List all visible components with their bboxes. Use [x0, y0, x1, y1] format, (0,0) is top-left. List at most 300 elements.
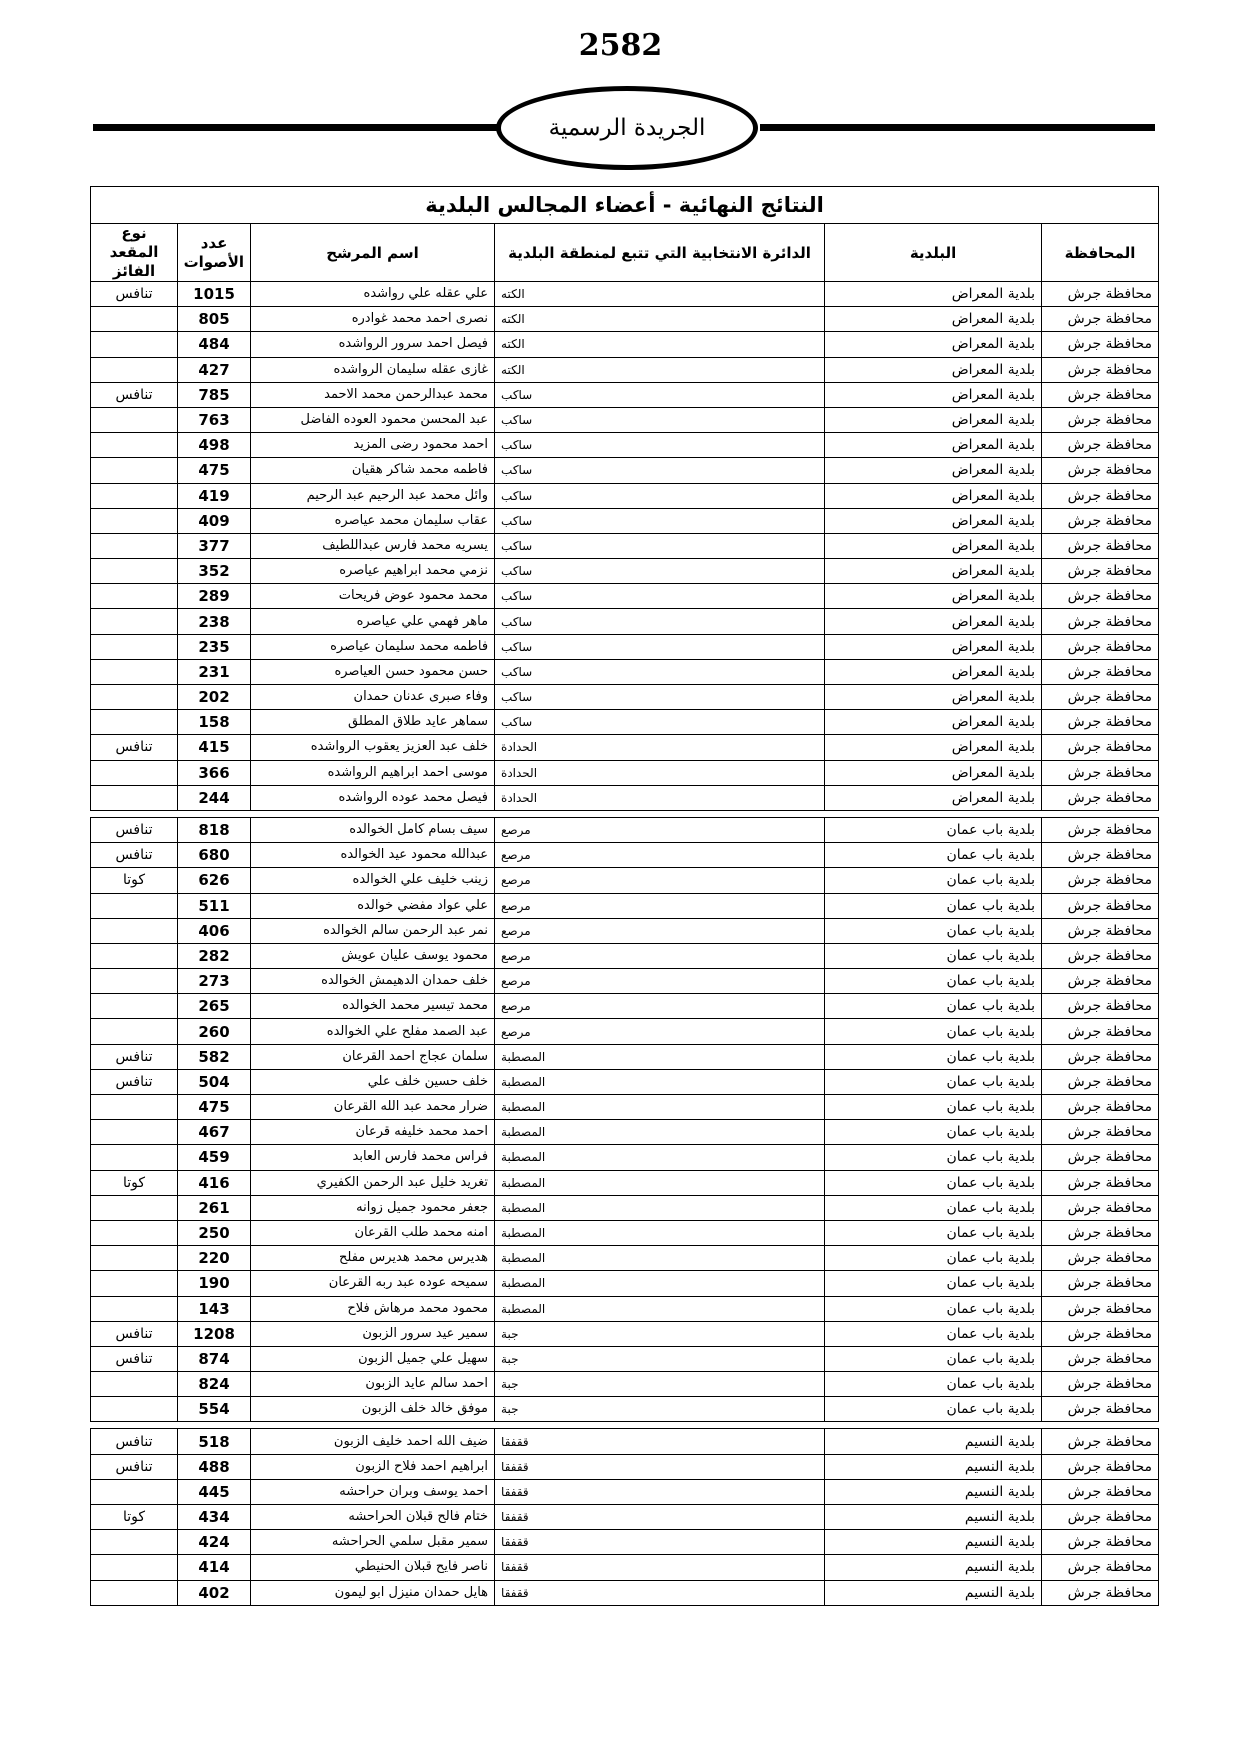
- table-row: [91, 307, 1159, 332]
- candidate-name-cell: هايل حمدان منيزل ابو ليمون: [251, 1580, 495, 1605]
- district-cell: ساكب: [495, 710, 825, 735]
- municipality-cell: بلدية المعراض: [825, 282, 1042, 307]
- votes-cell: 406: [178, 918, 251, 943]
- votes-cell: 484: [178, 332, 251, 357]
- votes-cell: 289: [178, 584, 251, 609]
- votes-cell: 467: [178, 1120, 251, 1145]
- governorate-cell: محافظة جرش: [1042, 1296, 1159, 1321]
- header-votes: عدد الأصوات: [178, 224, 251, 282]
- candidate-name-cell: سيف بسام كامل الخوالده: [251, 817, 495, 842]
- votes-cell: 459: [178, 1145, 251, 1170]
- district-cell: ساكب: [495, 382, 825, 407]
- candidate-name-cell: حسن محمود حسن العياصره: [251, 659, 495, 684]
- governorate-cell: محافظة جرش: [1042, 533, 1159, 558]
- district-cell: ساكب: [495, 559, 825, 584]
- votes-cell: 785: [178, 382, 251, 407]
- candidate-name-cell: خلف عبد العزيز يعقوب الرواشده: [251, 735, 495, 760]
- district-cell: المصطبة: [495, 1145, 825, 1170]
- municipality-cell: بلدية باب عمان: [825, 1321, 1042, 1346]
- table-row: [91, 817, 1159, 842]
- candidate-name-cell: نمر عبد الرحمن سالم الخوالده: [251, 918, 495, 943]
- seat-type-cell: [91, 1120, 178, 1145]
- seat-type-cell: [91, 1019, 178, 1044]
- district-cell: مرصع: [495, 943, 825, 968]
- municipality-cell: بلدية باب عمان: [825, 817, 1042, 842]
- municipality-cell: بلدية المعراض: [825, 382, 1042, 407]
- seat-type-cell: تنافس: [91, 1346, 178, 1371]
- table-row: [91, 1271, 1159, 1296]
- municipality-cell: بلدية المعراض: [825, 332, 1042, 357]
- district-cell: مرصع: [495, 918, 825, 943]
- municipality-cell: بلدية النسيم: [825, 1429, 1042, 1454]
- seat-type-cell: تنافس: [91, 1454, 178, 1479]
- votes-cell: 582: [178, 1044, 251, 1069]
- candidate-name-cell: سمير عيد سرور الزبون: [251, 1321, 495, 1346]
- governorate-cell: محافظة جرش: [1042, 1019, 1159, 1044]
- municipality-cell: بلدية المعراض: [825, 559, 1042, 584]
- governorate-cell: محافظة جرش: [1042, 710, 1159, 735]
- governorate-cell: محافظة جرش: [1042, 1145, 1159, 1170]
- candidate-name-cell: خلف حسين خلف علي: [251, 1069, 495, 1094]
- municipality-cell: بلدية باب عمان: [825, 1271, 1042, 1296]
- table-row: [91, 1170, 1159, 1195]
- candidate-name-cell: فيصل احمد سرور الرواشده: [251, 332, 495, 357]
- governorate-cell: محافظة جرش: [1042, 483, 1159, 508]
- seat-type-cell: [91, 559, 178, 584]
- district-cell: الحدادة: [495, 735, 825, 760]
- governorate-cell: محافظة جرش: [1042, 817, 1159, 842]
- district-cell: الحدادة: [495, 785, 825, 810]
- governorate-cell: محافظة جرش: [1042, 508, 1159, 533]
- candidate-name-cell: عبد الصمد مفلح علي الخوالده: [251, 1019, 495, 1044]
- table-row: [91, 1069, 1159, 1094]
- district-cell: جبة: [495, 1321, 825, 1346]
- district-cell: مرصع: [495, 893, 825, 918]
- candidate-name-cell: احمد يوسف وبران حراحشه: [251, 1479, 495, 1504]
- table-row: [91, 282, 1159, 307]
- table-row: [91, 710, 1159, 735]
- table-row: [91, 382, 1159, 407]
- governorate-cell: محافظة جرش: [1042, 1170, 1159, 1195]
- seat-type-cell: [91, 1296, 178, 1321]
- municipality-cell: بلدية باب عمان: [825, 1220, 1042, 1245]
- municipality-cell: بلدية باب عمان: [825, 969, 1042, 994]
- governorate-cell: محافظة جرش: [1042, 1454, 1159, 1479]
- votes-cell: 488: [178, 1454, 251, 1479]
- table-row: [91, 1397, 1159, 1422]
- candidate-name-cell: سلمان عجاج احمد القرعان: [251, 1044, 495, 1069]
- municipality-cell: بلدية النسيم: [825, 1530, 1042, 1555]
- governorate-cell: محافظة جرش: [1042, 1429, 1159, 1454]
- district-cell: الكته: [495, 307, 825, 332]
- governorate-cell: محافظة جرش: [1042, 332, 1159, 357]
- candidate-name-cell: عبدالله محمود عيد الخوالده: [251, 843, 495, 868]
- table-row: [91, 1120, 1159, 1145]
- candidate-name-cell: احمد محمد خليفه قرعان: [251, 1120, 495, 1145]
- table-row: [91, 1296, 1159, 1321]
- candidate-name-cell: موفق خالد خلف الزبون: [251, 1397, 495, 1422]
- table-row: [91, 1346, 1159, 1371]
- seat-type-cell: [91, 1220, 178, 1245]
- district-cell: ققفقا: [495, 1479, 825, 1504]
- district-cell: جبة: [495, 1346, 825, 1371]
- candidate-name-cell: علي عواد مفضي خوالده: [251, 893, 495, 918]
- district-cell: مرصع: [495, 843, 825, 868]
- municipality-cell: بلدية باب عمان: [825, 918, 1042, 943]
- candidate-name-cell: فراس محمد فارس العابد: [251, 1145, 495, 1170]
- seat-type-cell: [91, 893, 178, 918]
- district-cell: ساكب: [495, 584, 825, 609]
- seat-type-cell: [91, 710, 178, 735]
- municipality-cell: بلدية باب عمان: [825, 843, 1042, 868]
- table-row: [91, 332, 1159, 357]
- municipality-cell: بلدية المعراض: [825, 357, 1042, 382]
- district-cell: الكته: [495, 357, 825, 382]
- candidate-name-cell: هديرس محمد هديرس مفلح: [251, 1246, 495, 1271]
- district-cell: ققفقا: [495, 1555, 825, 1580]
- votes-cell: 554: [178, 1397, 251, 1422]
- candidate-name-cell: احمد سالم عايد الزبون: [251, 1372, 495, 1397]
- table-row: [91, 943, 1159, 968]
- header-rule-right: [760, 124, 1155, 131]
- table-row: [91, 1429, 1159, 1454]
- table-row: [91, 1580, 1159, 1605]
- table-row: [91, 843, 1159, 868]
- district-cell: ققفقا: [495, 1429, 825, 1454]
- governorate-cell: محافظة جرش: [1042, 918, 1159, 943]
- municipality-cell: بلدية المعراض: [825, 659, 1042, 684]
- table-row: [91, 785, 1159, 810]
- district-cell: مرصع: [495, 969, 825, 994]
- votes-cell: 498: [178, 433, 251, 458]
- seat-type-cell: [91, 508, 178, 533]
- table-row: [91, 1479, 1159, 1504]
- votes-cell: 158: [178, 710, 251, 735]
- table-row: [91, 1195, 1159, 1220]
- candidate-name-cell: تغريد خليل عبد الرحمن الكفيري: [251, 1170, 495, 1195]
- votes-cell: 475: [178, 1095, 251, 1120]
- municipality-cell: بلدية باب عمان: [825, 1346, 1042, 1371]
- candidate-name-cell: زينب خليف علي الخوالده: [251, 868, 495, 893]
- votes-cell: 190: [178, 1271, 251, 1296]
- seat-type-cell: [91, 634, 178, 659]
- district-cell: المصطبة: [495, 1296, 825, 1321]
- district-cell: ققفقا: [495, 1580, 825, 1605]
- municipality-cell: بلدية النسيم: [825, 1479, 1042, 1504]
- seat-type-cell: تنافس: [91, 843, 178, 868]
- governorate-cell: محافظة جرش: [1042, 1044, 1159, 1069]
- votes-cell: 409: [178, 508, 251, 533]
- municipality-cell: بلدية المعراض: [825, 533, 1042, 558]
- district-cell: المصطبة: [495, 1120, 825, 1145]
- seat-type-cell: [91, 1372, 178, 1397]
- municipality-cell: بلدية المعراض: [825, 685, 1042, 710]
- seat-type-cell: [91, 1479, 178, 1504]
- gazette-title-oval: [496, 86, 758, 170]
- municipality-cell: بلدية باب عمان: [825, 1044, 1042, 1069]
- municipality-cell: بلدية المعراض: [825, 458, 1042, 483]
- seat-type-cell: [91, 458, 178, 483]
- table-row: [91, 685, 1159, 710]
- header-rule-left: [93, 124, 498, 131]
- table-row: [91, 1321, 1159, 1346]
- district-cell: المصطبة: [495, 1044, 825, 1069]
- group-separator: [91, 810, 1159, 817]
- district-cell: المصطبة: [495, 1095, 825, 1120]
- seat-type-cell: [91, 943, 178, 968]
- candidate-name-cell: وائل محمد عبد الرحيم عبد الرحيم: [251, 483, 495, 508]
- seat-type-cell: [91, 918, 178, 943]
- votes-cell: 352: [178, 559, 251, 584]
- governorate-cell: محافظة جرش: [1042, 1397, 1159, 1422]
- seat-type-cell: تنافس: [91, 817, 178, 842]
- district-cell: المصطبة: [495, 1170, 825, 1195]
- candidate-name-cell: نزمي محمد ابراهيم عياصره: [251, 559, 495, 584]
- candidate-name-cell: جعفر محمود جميل زوانه: [251, 1195, 495, 1220]
- candidate-name-cell: فاطمه محمد سليمان عياصره: [251, 634, 495, 659]
- header-municipality: البلدية: [825, 224, 1042, 282]
- governorate-cell: محافظة جرش: [1042, 1372, 1159, 1397]
- governorate-cell: محافظة جرش: [1042, 609, 1159, 634]
- votes-cell: 475: [178, 458, 251, 483]
- district-cell: المصطبة: [495, 1069, 825, 1094]
- municipality-cell: بلدية باب عمان: [825, 1170, 1042, 1195]
- district-cell: المصطبة: [495, 1195, 825, 1220]
- candidate-name-cell: ختام فالح قبلان الحراحشه: [251, 1505, 495, 1530]
- table-row: [91, 994, 1159, 1019]
- seat-type-cell: [91, 685, 178, 710]
- candidate-name-cell: محمود محمد مرهاش فلاح: [251, 1296, 495, 1321]
- votes-cell: 273: [178, 969, 251, 994]
- district-cell: ققفقا: [495, 1454, 825, 1479]
- table-row: [91, 969, 1159, 994]
- governorate-cell: محافظة جرش: [1042, 433, 1159, 458]
- group-separator: [91, 1422, 1159, 1429]
- header-seat-type: نوع المقعد الفائز: [91, 224, 178, 282]
- governorate-cell: محافظة جرش: [1042, 1095, 1159, 1120]
- candidate-name-cell: ضرار محمد عبد الله القرعان: [251, 1095, 495, 1120]
- district-cell: المصطبة: [495, 1246, 825, 1271]
- candidate-name-cell: سماهر عايد طلاق المطلق: [251, 710, 495, 735]
- governorate-cell: محافظة جرش: [1042, 1530, 1159, 1555]
- governorate-cell: محافظة جرش: [1042, 1555, 1159, 1580]
- municipality-cell: بلدية باب عمان: [825, 1296, 1042, 1321]
- votes-cell: 238: [178, 609, 251, 634]
- district-cell: الكته: [495, 332, 825, 357]
- seat-type-cell: [91, 307, 178, 332]
- candidate-name-cell: خلف حمدان الدهيمش الخوالده: [251, 969, 495, 994]
- table-row: [91, 1019, 1159, 1044]
- results-body: [91, 282, 1159, 1606]
- votes-cell: 235: [178, 634, 251, 659]
- governorate-cell: محافظة جرش: [1042, 307, 1159, 332]
- governorate-cell: محافظة جرش: [1042, 1346, 1159, 1371]
- district-cell: مرصع: [495, 1019, 825, 1044]
- governorate-cell: محافظة جرش: [1042, 357, 1159, 382]
- seat-type-cell: [91, 1271, 178, 1296]
- table-row: [91, 458, 1159, 483]
- governorate-cell: محافظة جرش: [1042, 382, 1159, 407]
- candidate-name-cell: وفاء صبرى عدنان حمدان: [251, 685, 495, 710]
- governorate-cell: محافظة جرش: [1042, 735, 1159, 760]
- votes-cell: 231: [178, 659, 251, 684]
- table-row: [91, 1505, 1159, 1530]
- governorate-cell: محافظة جرش: [1042, 868, 1159, 893]
- district-cell: ساكب: [495, 458, 825, 483]
- seat-type-cell: [91, 584, 178, 609]
- municipality-cell: بلدية المعراض: [825, 735, 1042, 760]
- votes-cell: 805: [178, 307, 251, 332]
- municipality-cell: بلدية باب عمان: [825, 1069, 1042, 1094]
- seat-type-cell: [91, 1580, 178, 1605]
- votes-cell: 143: [178, 1296, 251, 1321]
- candidate-name-cell: ناصر فايح قبلان الحنيطي: [251, 1555, 495, 1580]
- candidate-name-cell: سمير مقبل سلمي الحراحشه: [251, 1530, 495, 1555]
- votes-cell: 202: [178, 685, 251, 710]
- municipality-cell: بلدية المعراض: [825, 634, 1042, 659]
- table-row: [91, 1246, 1159, 1271]
- district-cell: مرصع: [495, 817, 825, 842]
- governorate-cell: محافظة جرش: [1042, 1246, 1159, 1271]
- municipality-cell: بلدية المعراض: [825, 407, 1042, 432]
- candidate-name-cell: سهيل علي جميل الزبون: [251, 1346, 495, 1371]
- table-row: [91, 760, 1159, 785]
- district-cell: ساكب: [495, 483, 825, 508]
- votes-cell: 260: [178, 1019, 251, 1044]
- municipality-cell: بلدية المعراض: [825, 710, 1042, 735]
- seat-type-cell: [91, 483, 178, 508]
- governorate-cell: محافظة جرش: [1042, 559, 1159, 584]
- governorate-cell: محافظة جرش: [1042, 659, 1159, 684]
- votes-cell: 265: [178, 994, 251, 1019]
- governorate-cell: محافظة جرش: [1042, 1195, 1159, 1220]
- municipality-cell: بلدية باب عمان: [825, 1145, 1042, 1170]
- table-row: [91, 407, 1159, 432]
- candidate-name-cell: محمد عبدالرحمن محمد الاحمد: [251, 382, 495, 407]
- district-cell: ساكب: [495, 433, 825, 458]
- municipality-cell: بلدية النسيم: [825, 1505, 1042, 1530]
- votes-cell: 445: [178, 1479, 251, 1504]
- governorate-cell: محافظة جرش: [1042, 760, 1159, 785]
- governorate-cell: محافظة جرش: [1042, 584, 1159, 609]
- header-governorate: المحافظة: [1042, 224, 1159, 282]
- table-row: [91, 868, 1159, 893]
- governorate-cell: محافظة جرش: [1042, 1220, 1159, 1245]
- district-cell: ساكب: [495, 659, 825, 684]
- municipality-cell: بلدية المعراض: [825, 508, 1042, 533]
- municipality-cell: بلدية باب عمان: [825, 893, 1042, 918]
- table-row: [91, 584, 1159, 609]
- seat-type-cell: [91, 1145, 178, 1170]
- governorate-cell: محافظة جرش: [1042, 843, 1159, 868]
- governorate-cell: محافظة جرش: [1042, 1580, 1159, 1605]
- table-row: [91, 1454, 1159, 1479]
- votes-cell: 250: [178, 1220, 251, 1245]
- district-cell: الكته: [495, 282, 825, 307]
- candidate-name-cell: عبد المحسن محمود العوده الفاضل: [251, 407, 495, 432]
- candidate-name-cell: احمد محمود رضى المزيد: [251, 433, 495, 458]
- municipality-cell: بلدية النسيم: [825, 1555, 1042, 1580]
- candidate-name-cell: سميحه عوده عبد ربه القرعان: [251, 1271, 495, 1296]
- seat-type-cell: [91, 760, 178, 785]
- municipality-cell: بلدية باب عمان: [825, 1246, 1042, 1271]
- page-number: 2582: [578, 28, 663, 63]
- table-row: [91, 659, 1159, 684]
- gazette-title: الجريدة الرسمية: [548, 115, 706, 141]
- votes-cell: 261: [178, 1195, 251, 1220]
- seat-type-cell: تنافس: [91, 282, 178, 307]
- municipality-cell: بلدية المعراض: [825, 609, 1042, 634]
- candidate-name-cell: محمد تيسير محمد الخوالده: [251, 994, 495, 1019]
- candidate-name-cell: محمود يوسف عليان عويش: [251, 943, 495, 968]
- district-cell: ساكب: [495, 609, 825, 634]
- governorate-cell: محافظة جرش: [1042, 1505, 1159, 1530]
- votes-cell: 419: [178, 483, 251, 508]
- municipality-cell: بلدية باب عمان: [825, 943, 1042, 968]
- votes-cell: 282: [178, 943, 251, 968]
- votes-cell: 504: [178, 1069, 251, 1094]
- candidate-name-cell: فاطمه محمد شاكر هقيان: [251, 458, 495, 483]
- governorate-cell: محافظة جرش: [1042, 1479, 1159, 1504]
- results-table: [90, 186, 1159, 1606]
- candidate-name-cell: ضيف الله احمد خليف الزبون: [251, 1429, 495, 1454]
- municipality-cell: بلدية النسيم: [825, 1580, 1042, 1605]
- seat-type-cell: [91, 785, 178, 810]
- table-row: [91, 1555, 1159, 1580]
- candidate-name-cell: محمد محمود عوض فريحات: [251, 584, 495, 609]
- votes-cell: 414: [178, 1555, 251, 1580]
- candidate-name-cell: علي عقله علي رواشده: [251, 282, 495, 307]
- votes-cell: 424: [178, 1530, 251, 1555]
- group-separator-cell: [91, 810, 1159, 817]
- district-cell: المصطبة: [495, 1271, 825, 1296]
- votes-cell: 874: [178, 1346, 251, 1371]
- votes-cell: 434: [178, 1505, 251, 1530]
- votes-cell: 680: [178, 843, 251, 868]
- candidate-name-cell: يسريه محمد فارس عبداللطيف: [251, 533, 495, 558]
- district-cell: جبة: [495, 1372, 825, 1397]
- governorate-cell: محافظة جرش: [1042, 994, 1159, 1019]
- seat-type-cell: [91, 1195, 178, 1220]
- seat-type-cell: [91, 407, 178, 432]
- seat-type-cell: كوتا: [91, 1170, 178, 1195]
- governorate-cell: محافظة جرش: [1042, 1120, 1159, 1145]
- votes-cell: 1015: [178, 282, 251, 307]
- seat-type-cell: [91, 1397, 178, 1422]
- seat-type-cell: تنافس: [91, 1321, 178, 1346]
- seat-type-cell: [91, 1095, 178, 1120]
- seat-type-cell: كوتا: [91, 1505, 178, 1530]
- votes-cell: 818: [178, 817, 251, 842]
- district-cell: جبة: [495, 1397, 825, 1422]
- votes-cell: 518: [178, 1429, 251, 1454]
- district-cell: ساكب: [495, 685, 825, 710]
- district-cell: مرصع: [495, 994, 825, 1019]
- table-row: [91, 1145, 1159, 1170]
- votes-cell: 763: [178, 407, 251, 432]
- table-row: [91, 1220, 1159, 1245]
- table-title: النتائج النهائية - أعضاء المجالس البلدية: [91, 187, 1159, 224]
- governorate-cell: محافظة جرش: [1042, 407, 1159, 432]
- district-cell: ساكب: [495, 634, 825, 659]
- seat-type-cell: [91, 609, 178, 634]
- table-row: [91, 609, 1159, 634]
- district-cell: ساكب: [495, 407, 825, 432]
- municipality-cell: بلدية باب عمان: [825, 1095, 1042, 1120]
- seat-type-cell: تنافس: [91, 382, 178, 407]
- table-row: [91, 634, 1159, 659]
- votes-cell: 244: [178, 785, 251, 810]
